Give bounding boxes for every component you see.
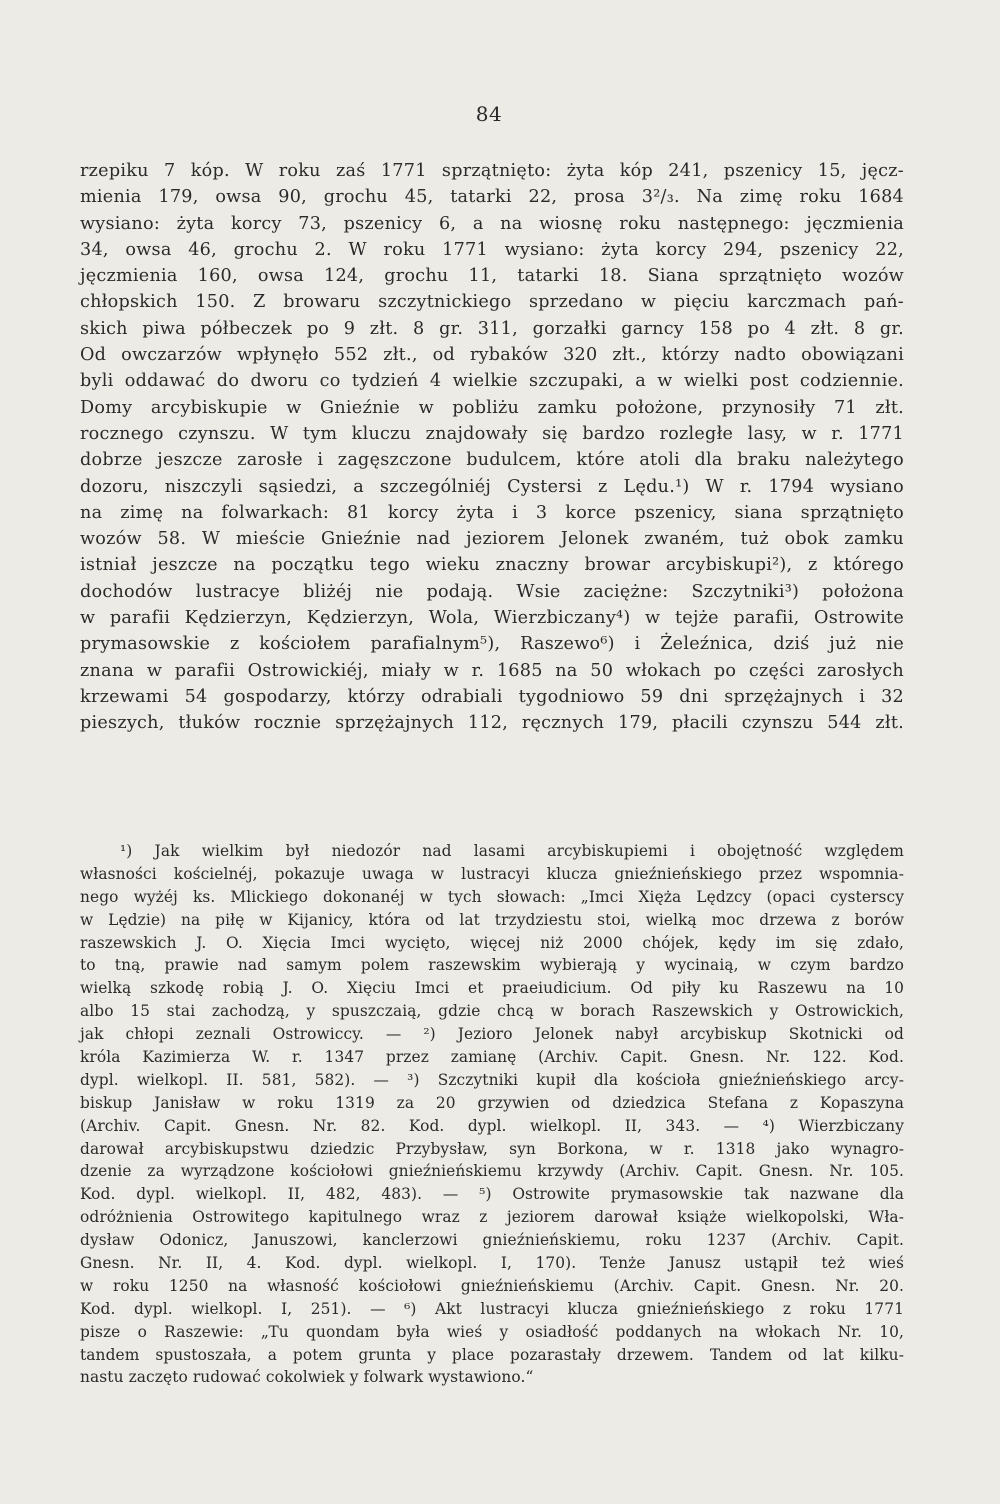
footnote-line: ¹) Jak wielkim był niedozór nad lasami arcybiskupiemi i obojętność względem — [120, 842, 904, 860]
body-text — [80, 158, 904, 737]
body-line: dozoru, niszczyli sąsiedzi, a szczególniéj Cystersi z Lędu.¹) W r. 1794 wysiano — [80, 476, 904, 497]
footnote-line: to tną, prawie nad samym polem raszewskim wybierają y wycinaią, w czym bardzo — [80, 956, 904, 975]
body-line: rzepiku 7 kóp. W roku zaś 1771 sprzątnięto: żyta kóp 241, pszenicy 15, jęcz- — [80, 161, 904, 181]
body-line: wozów 58. W mieście Gnieźnie nad jeziorem Jelonek zwaném, tuż obok zamku — [80, 529, 904, 550]
body-line: mienia 179, owsa 90, grochu 45, tatarki 22, prosa 3²/₃. Na zimę roku 1684 — [80, 187, 904, 208]
footnote-line: nego wyżéj ks. Mlickiego dokonanéj w tych słowach: „Imci Xięża Lędzcy (opaci cysterscy — [80, 887, 904, 906]
footnote-line: króla Kazimierza W. r. 1347 przez zamianę (Archiv. Capit. Gnesn. Nr. 122. Kod. — [80, 1048, 904, 1067]
footnote-line: własności kościelnéj, pokazuje uwaga w lustracyi klucza gnieźnieńskiego przez wspomnia- — [80, 864, 904, 883]
body-line: znana w parafii Ostrowickiéj, miały w r. 1685 na 50 włokach po części zarosłych — [80, 660, 904, 681]
body-line: krzewami 54 gospodarzy, którzy odrabiali tygodniowo 59 dni sprzężajnych i 32 — [80, 686, 904, 707]
footnote-line: jak chłopi zeznali Ostrowiccy. — ²) Jezioro Jelonek nabył arcybiskup Skotnicki od — [80, 1025, 904, 1044]
body-line: prymasowskie z kościołem parafialnym⁵), Raszewo⁶) i Żeleźnica, dziś już nie — [80, 634, 904, 655]
footnote-line: (Archiv. Capit. Gnesn. Nr. 82. Kod. dypl. wielkopl. II, 343. — ⁴) Wierzbiczany — [80, 1116, 904, 1135]
footnote-line: Kod. dypl. wielkopl. II, 482, 483). — ⁵) Ostrowite prymasowskie tak nazwane dla — [80, 1185, 904, 1204]
body-line: dobrze jeszcze zarosłe i zagęszczone budulcem, które atoli dla braku należytego — [80, 450, 904, 471]
footnote-line: dypl. wielkopl. II. 581, 582). — ³) Szczytniki kupił dla kościoła gnieźnieńskiego arcy- — [80, 1070, 904, 1089]
footnote-line: dzenie za wyrządzone kościołowi gnieźnieńskiemu krzywdy (Archiv. Capit. Gnesn. Nr. 105. — [80, 1162, 904, 1181]
footnote-line: dysław Odonicz, Januszowi, kanclerzowi gnieźnieńskiemu, roku 1237 (Archiv. Capit. — [80, 1231, 904, 1250]
footnote-line: wielką szkodę robią J. O. Xięciu Imci et praeiudicium. Od piły ku Raszewu na 10 — [80, 979, 904, 998]
body-line: w parafii Kędzierzyn, Kędzierzyn, Wola, Wierzbiczany⁴) w tejże parafii, Ostrowite — [80, 608, 904, 629]
body-line: Od owczarzów wpłynęło 552 złt., od rybaków 320 złt., którzy nadto obowiązani — [80, 345, 904, 366]
footnote-line: nastu zaczęto rudować cokolwiek y folwark wystawiono.“ — [80, 1368, 534, 1387]
body-line: istniał jeszcze na początku tego wieku znaczny browar arcybiskupi²), z którego — [80, 555, 904, 576]
footnote-line: raszewskich J. O. Xięcia Imci wycięto, więcej niż 2000 chójek, kędy im się zdało, — [80, 933, 904, 952]
body-line: jęczmienia 160, owsa 124, grochu 11, tatarki 18. Siana sprzątnięto wozów — [80, 266, 904, 287]
footnote-line: pisze o Raszewie: „Tu quondam była wieś y osiadłość poddanych na włokach Nr. 10, — [80, 1322, 904, 1341]
page-number: 84 — [475, 102, 503, 126]
footnote-line: w Lędzie) na piłę w Kijanicy, która od lat trzydziestu stoi, wielką moc drzewa z borów — [80, 910, 904, 929]
body-line: dochodów lustracye bliżéj nie podają. Wsie zaciężne: Szczytniki³) położona — [80, 581, 904, 602]
footnote-line: tandem spustoszała, a potem grunta y place pozarastały drzewem. Tandem od lat kilku- — [80, 1345, 904, 1364]
footnote-line: albo 15 stai zachodzą, y spuszczaią, gdzie chcą w borach Raszewskich y Ostrowickich, — [80, 1002, 904, 1021]
footnote-line: w roku 1250 na własność kościołowi gnieźnieńskiemu (Archiv. Capit. Gnesn. Nr. 20. — [80, 1276, 904, 1295]
body-line: na zimę na folwarkach: 81 korcy żyta i 3 korce pszenicy, siana sprzątnięto — [80, 502, 904, 523]
body-line: Domy arcybiskupie w Gnieźnie w pobliżu zamku położone, przynosiły 71 złt. — [80, 397, 904, 418]
body-line: 34, owsa 46, grochu 2. W roku 1771 wysiano: żyta korcy 294, pszenicy 22, — [80, 239, 904, 260]
body-line: skich piwa półbeczek po 9 złt. 8 gr. 311, gorzałki garncy 158 po 4 złt. 8 gr. — [80, 318, 904, 339]
footnote-line: biskup Janisław w roku 1319 za 20 grzywien od dziedzica Stefana z Kopaszyna — [80, 1093, 904, 1112]
footnote-line: odróżnienia Ostrowitego kapitulnego wraz z jeziorem darował książe wielkopolski, Wła- — [80, 1208, 904, 1227]
footnote-line: Gnesn. Nr. II, 4. Kod. dypl. wielkopl. I, 170). Tenże Janusz ustąpił też wieś — [80, 1254, 904, 1273]
body-line: wysiano: żyta korcy 73, pszenicy 6, a na wiosnę roku następnego: jęczmienia — [80, 213, 904, 234]
body-line: pieszych, tłuków rocznie sprzężajnych 112, ręcznych 179, płacili czynszu 544 złt. — [80, 713, 904, 734]
footnote-line: Kod. dypl. wielkopl. I, 251). — ⁶) Akt lustracyi klucza gnieźnieńskiego z roku 1771 — [80, 1299, 904, 1318]
footnotes — [80, 840, 904, 1389]
body-line: rocznego czynszu. W tym kluczu znajdowały się bardzo rozległe lasy, w r. 1771 — [80, 423, 904, 444]
body-line: chłopskich 150. Z browaru szczytnickiego sprzedano w pięciu karczmach pań- — [80, 292, 904, 313]
footnote-line: darował arcybiskupstwu dziedzic Przybysław, syn Borkona, w r. 1318 jako wynagro- — [80, 1139, 904, 1158]
body-line: byli oddawać do dworu co tydzień 4 wielkie szczupaki, a w wielki post codziennie. — [80, 371, 904, 392]
